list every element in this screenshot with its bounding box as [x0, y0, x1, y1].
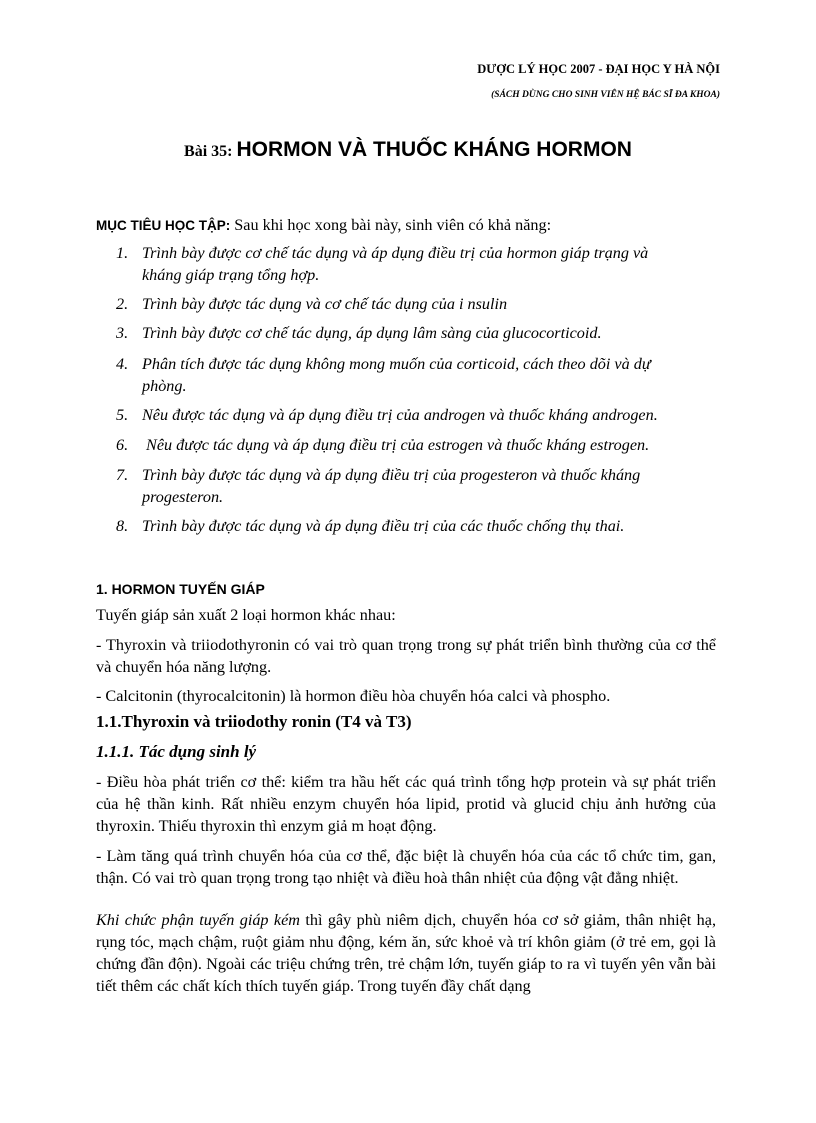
paragraph: - Làm tăng quá trình chuyển hóa của cơ thể, đặc biệt là chuyển hóa của các tổ chức tim, gan, thận. Có vai trò quan trọng trong tạo nhiệt và điều hoà thân nhiệt của động vật đẳng nhiệt.	[96, 847, 716, 887]
objective-item: 3. Trình bày được cơ chế tác dụng, áp dụng lâm sàng của glucocorticoid.	[116, 324, 602, 342]
running-subheader: (SÁCH DÙNG CHO SINH VIÊN HỆ BÁC SĨ ĐA KHOA)	[491, 90, 720, 100]
objective-item: 8. Trình bày được tác dụng và áp dụng điều trị của các thuốc chống thụ thai.	[116, 517, 625, 535]
paragraph: Tuyến giáp sản xuất 2 loại hormon khác nhau:	[96, 606, 396, 624]
subsubsection-heading: 1.1.1. Tác dụng sinh lý	[96, 742, 257, 761]
paragraph: - Thyroxin và triiodothyronin có vai trò quan trọng trong sự phát triển bình thường của cơ thể và chuyển hóa năng lượng.	[96, 636, 716, 676]
running-header: DƯỢC LÝ HỌC 2007 - ĐẠI HỌC Y HÀ NỘI	[477, 62, 720, 76]
section-heading: 1. HORMON TUYẾN GIÁP	[96, 581, 265, 597]
lesson-number: Bài 35:	[184, 143, 233, 160]
objective-item: 5. Nêu được tác dụng và áp dụng điều trị của androgen và thuốc kháng androgen.	[116, 406, 658, 424]
objective-item: 4. Phân tích được tác dụng không mong muốn của corticoid, cách theo dõi và dự phòng.	[116, 355, 651, 395]
objective-item: 6. Nêu được tác dụng và áp dụng điều trị của estrogen và thuốc kháng estrogen.	[116, 436, 650, 454]
paragraph: - Điều hòa phát triển cơ thể: kiểm tra hầu hết các quá trình tổng hợp protein và sự phát triển của hệ thần kinh. Rất nhiều enzym chuyển hóa lipid, protid và glucid chịu ảnh hưởng của thyroxin. Thiếu thyroxin thì enzym giả m hoạt động.	[96, 773, 716, 835]
lesson-title	[0, 138, 816, 162]
objectives-label: MỤC TIÊU HỌC TẬP:	[96, 218, 231, 233]
paragraph: Khi chức phận tuyến giáp kém thì gây phù niêm dịch, chuyển hóa cơ sở giảm, thân nhiệt hạ, rụng tóc, mạch chậm, ruột giảm nhu động, kém ăn, sức khoẻ và trí khôn giảm (ở trẻ em, gọi là chứng đần độn). Ngoài các triệu chứng trên, trẻ chậm lớn, tuyến giáp to ra vì tuyến yên vẫn bài tiết thêm các chất kích thích tuyến giáp. Trong tuyến đầy chất dạng	[96, 911, 716, 995]
objective-item: 1. Trình bày được cơ chế tác dụng và áp dụng điều trị của hormon giáp trạng và kháng giáp trạng tổng hợp.	[116, 244, 649, 284]
lesson-title-text: HORMON VÀ THUỐC KHÁNG HORMON	[236, 138, 632, 161]
paragraph: - Calcitonin (thyrocalcitonin) là hormon điều hòa chuyển hóa calci và phospho.	[96, 687, 611, 705]
subsection-heading: 1.1.Thyroxin và triiodothy ronin (T4 và T3)	[96, 712, 412, 731]
emphasis-text: Khi chức phận tuyến giáp kém	[96, 911, 300, 929]
objective-item: 2. Trình bày được tác dụng và cơ chế tác dụng của i nsulin	[116, 295, 508, 313]
objective-item: 7. Trình bày được tác dụng và áp dụng điều trị của progesteron và thuốc kháng progesteron.	[116, 466, 641, 506]
objectives-intro-text: Sau khi học xong bài này, sinh viên có khả năng:	[234, 216, 552, 234]
objectives-intro	[96, 214, 716, 237]
